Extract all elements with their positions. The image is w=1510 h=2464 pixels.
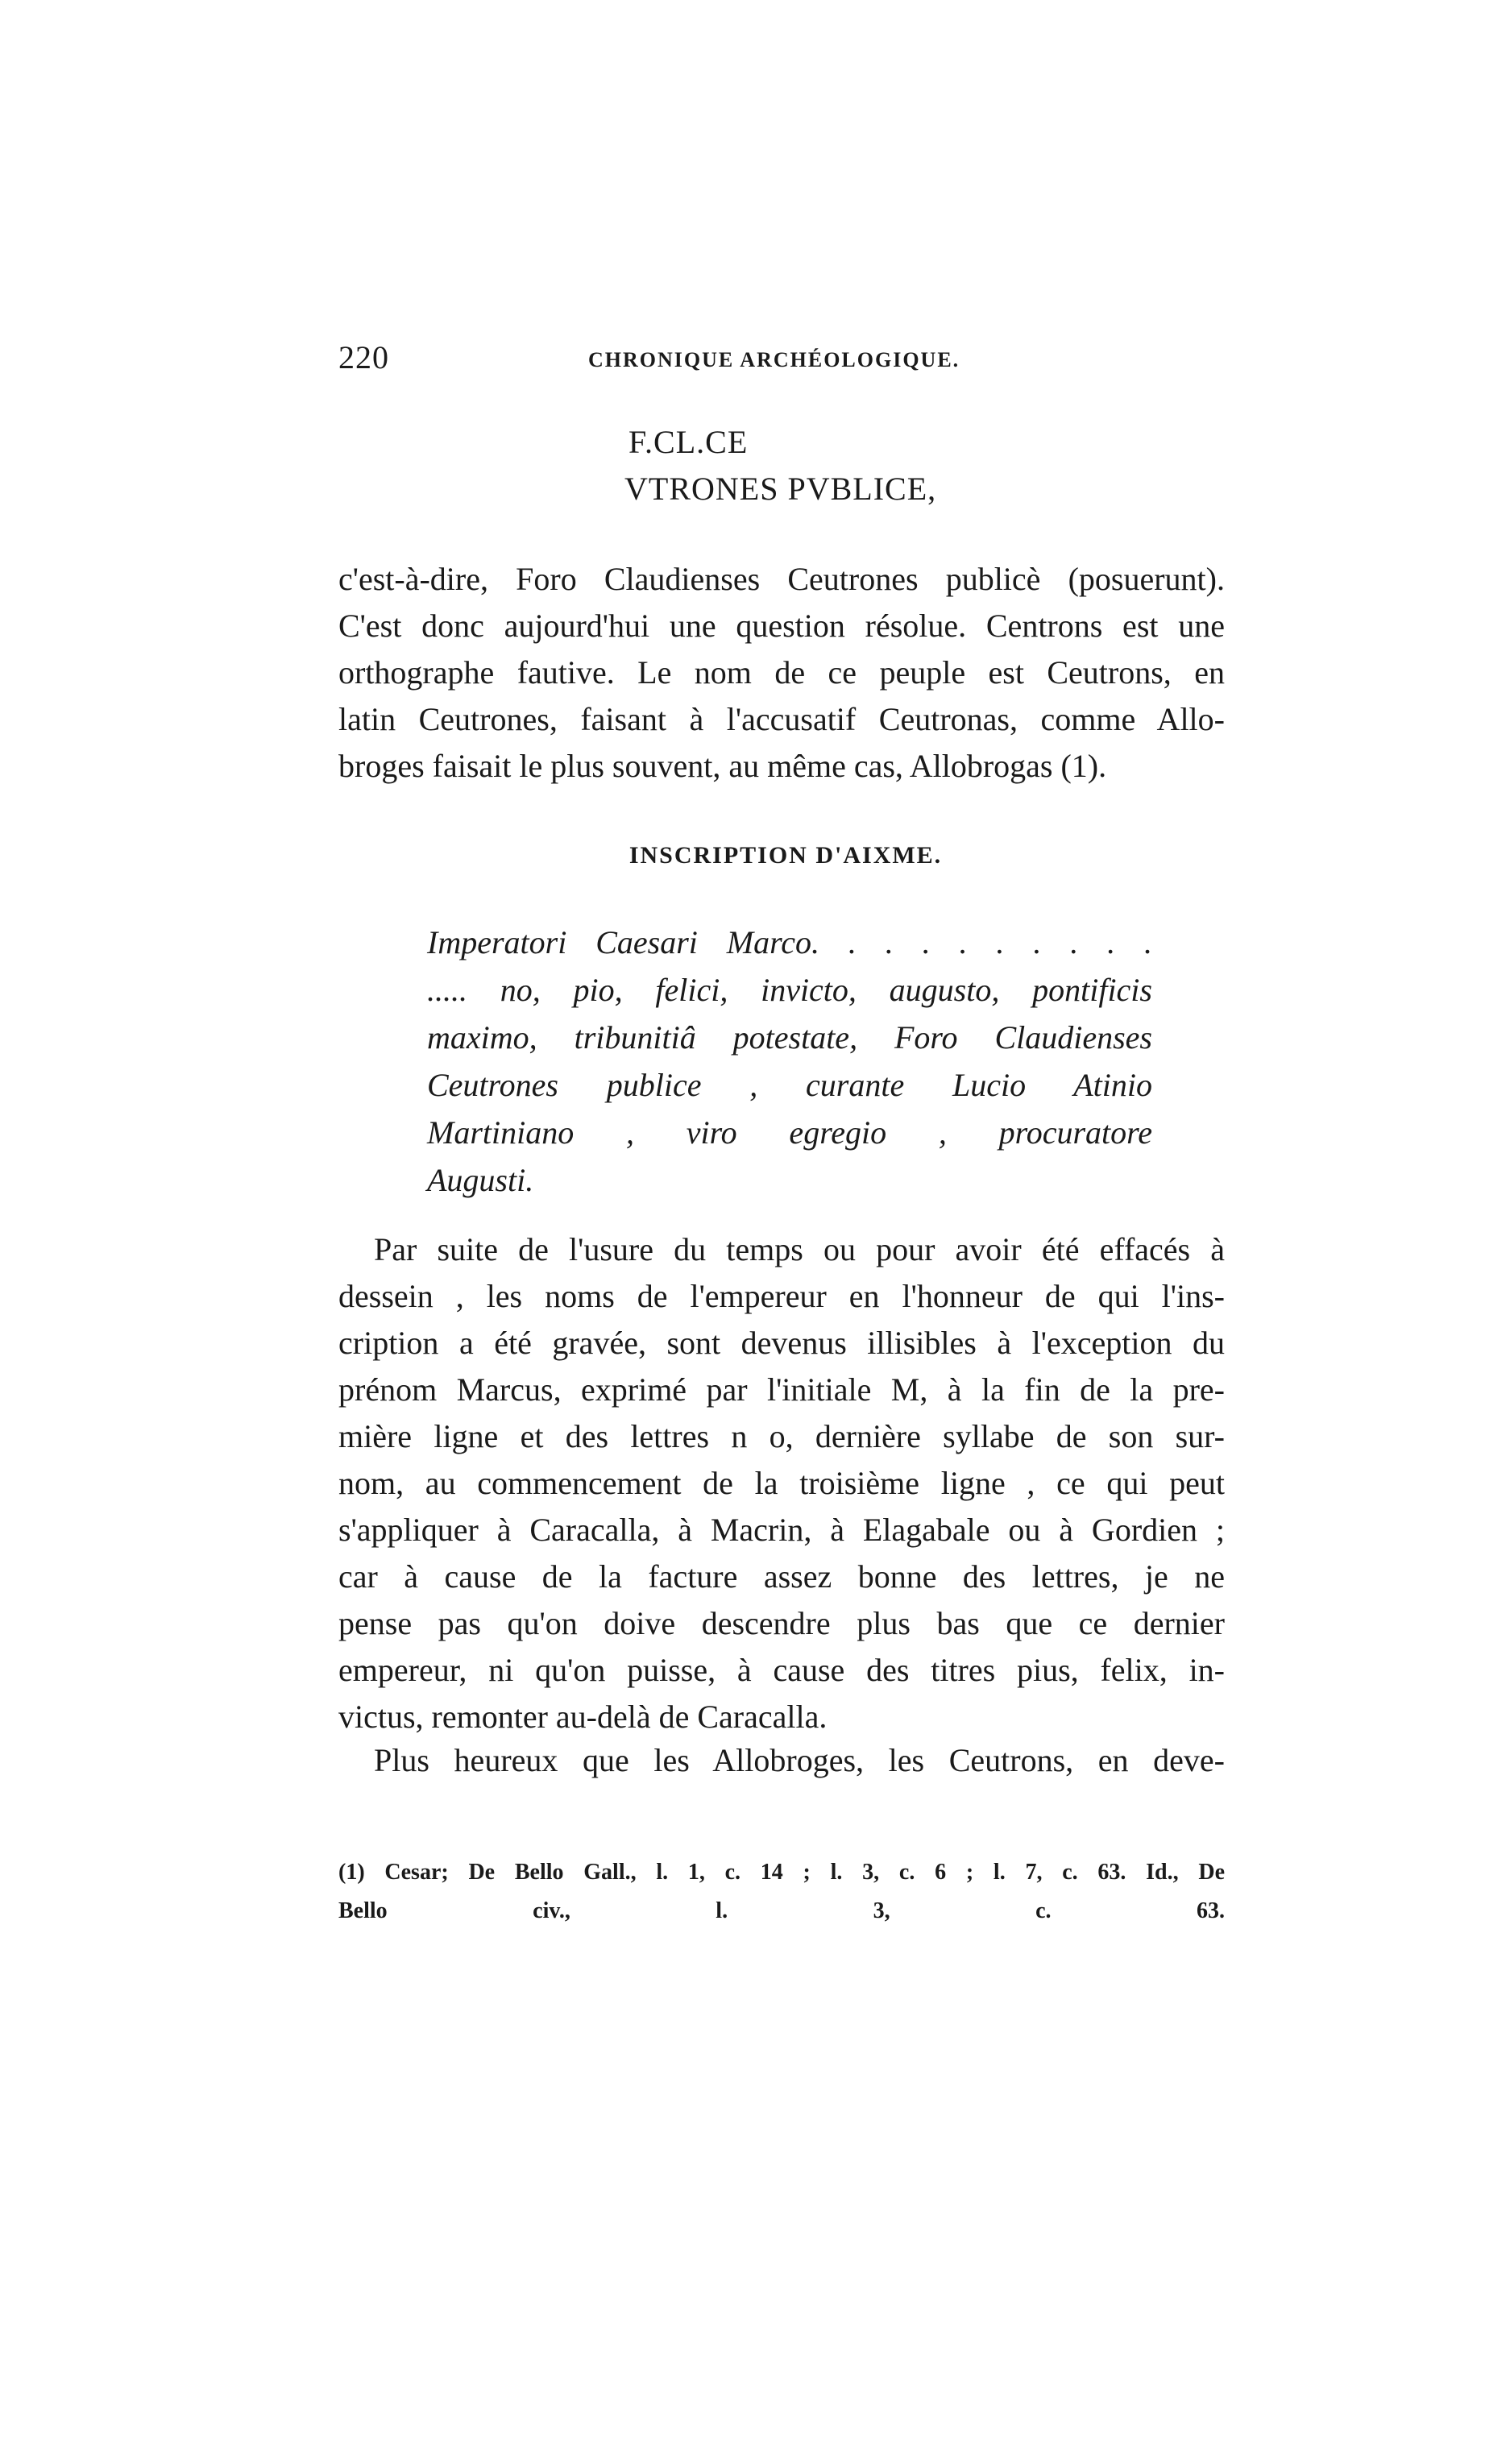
latin-line-3: maximo, tribunitiâ potestate, Foro Claudienses bbox=[427, 1019, 1152, 1056]
latin-line-6: Augusti. bbox=[427, 1162, 534, 1198]
inscription-line-2: VTRONES PVBLICE, bbox=[624, 471, 937, 507]
paragraph-2-line-10: empereur, ni qu'on puisse, à cause des titres pius, felix, in- bbox=[338, 1652, 1225, 1688]
paragraph-2-line-8: car à cause de la facture assez bonne des lettres, je ne bbox=[338, 1558, 1225, 1595]
latin-line-5: Martiniano , viro egregio , procuratore bbox=[427, 1114, 1152, 1151]
footnote-line-1: (1) Cesar; De Bello Gall., l. 1, c. 14 ; l. 3, c. 6 ; l. 7, c. 63. Id., De bbox=[338, 1860, 1225, 1885]
paragraph-1-line-1: c'est-à-dire, Foro Claudienses Ceutrones publicè (posuerunt). bbox=[338, 561, 1225, 597]
page-header bbox=[338, 338, 1233, 387]
paragraph-2-line-5: mière ligne et des lettres n o, dernière syllabe de son sur- bbox=[338, 1418, 1225, 1454]
footnote-line-2: Bello civ., l. 3, c. 63. bbox=[338, 1898, 1225, 1923]
latin-line-2: ..... no, pio, felici, invicto, augusto, pontificis bbox=[427, 972, 1152, 1008]
paragraph-2-line-11: victus, remonter au-delà de Caracalla. bbox=[338, 1699, 828, 1735]
paragraph-1-line-4: latin Ceutrones, faisant à l'accusatif Ceutronas, comme Allo- bbox=[338, 701, 1225, 737]
paragraph-3-line-1: Plus heureux que les Allobroges, les Ceutrons, en deve- bbox=[374, 1742, 1225, 1778]
paragraph-2 bbox=[338, 1226, 1225, 1740]
paragraph-2-line-2: dessein , les noms de l'empereur en l'honneur de qui l'ins- bbox=[338, 1278, 1225, 1314]
paragraph-1-line-5: broges faisait le plus souvent, au même cas, Allobrogas (1). bbox=[338, 748, 1107, 784]
paragraph-1 bbox=[338, 556, 1225, 790]
inscription-line-1: F.CL.CE bbox=[628, 424, 749, 460]
running-title: CHRONIQUE ARCHÉOLOGIQUE. bbox=[588, 348, 960, 371]
paragraph-1-line-2: C'est donc aujourd'hui une question résolue. Centrons est une bbox=[338, 608, 1225, 644]
latin-line-1: Imperatori Caesari Marco. . . . . . . . . . bbox=[427, 924, 1152, 960]
paragraph-2-line-3: cription a été gravée, sont devenus illisibles à l'exception du bbox=[338, 1325, 1225, 1361]
paragraph-2-line-4: prénom Marcus, exprimé par l'initiale M, à la fin de la pre- bbox=[338, 1371, 1225, 1408]
latin-line-4: Ceutrones publice , curante Lucio Atinio bbox=[427, 1067, 1152, 1103]
paragraph-2-line-9: pense pas qu'on doive descendre plus bas que ce dernier bbox=[338, 1605, 1225, 1641]
paragraph-2-line-7: s'appliquer à Caracalla, à Macrin, à Elagabale ou à Gordien ; bbox=[338, 1512, 1225, 1548]
epigraphic-inscription bbox=[338, 419, 1233, 512]
page-number: 220 bbox=[338, 339, 389, 375]
paragraph-1-line-3: orthographe fautive. Le nom de ce peuple est Ceutrons, en bbox=[338, 654, 1225, 691]
paragraph-3 bbox=[338, 1737, 1225, 1784]
latin-transcription bbox=[427, 919, 1152, 1204]
footnote bbox=[338, 1853, 1225, 1931]
paragraph-2-line-1: Par suite de l'usure du temps ou pour avoir été effacés à bbox=[374, 1231, 1225, 1267]
section-heading: INSCRIPTION D'AIXME. bbox=[628, 842, 943, 869]
paragraph-2-line-6: nom, au commencement de la troisième ligne , ce qui peut bbox=[338, 1465, 1225, 1501]
